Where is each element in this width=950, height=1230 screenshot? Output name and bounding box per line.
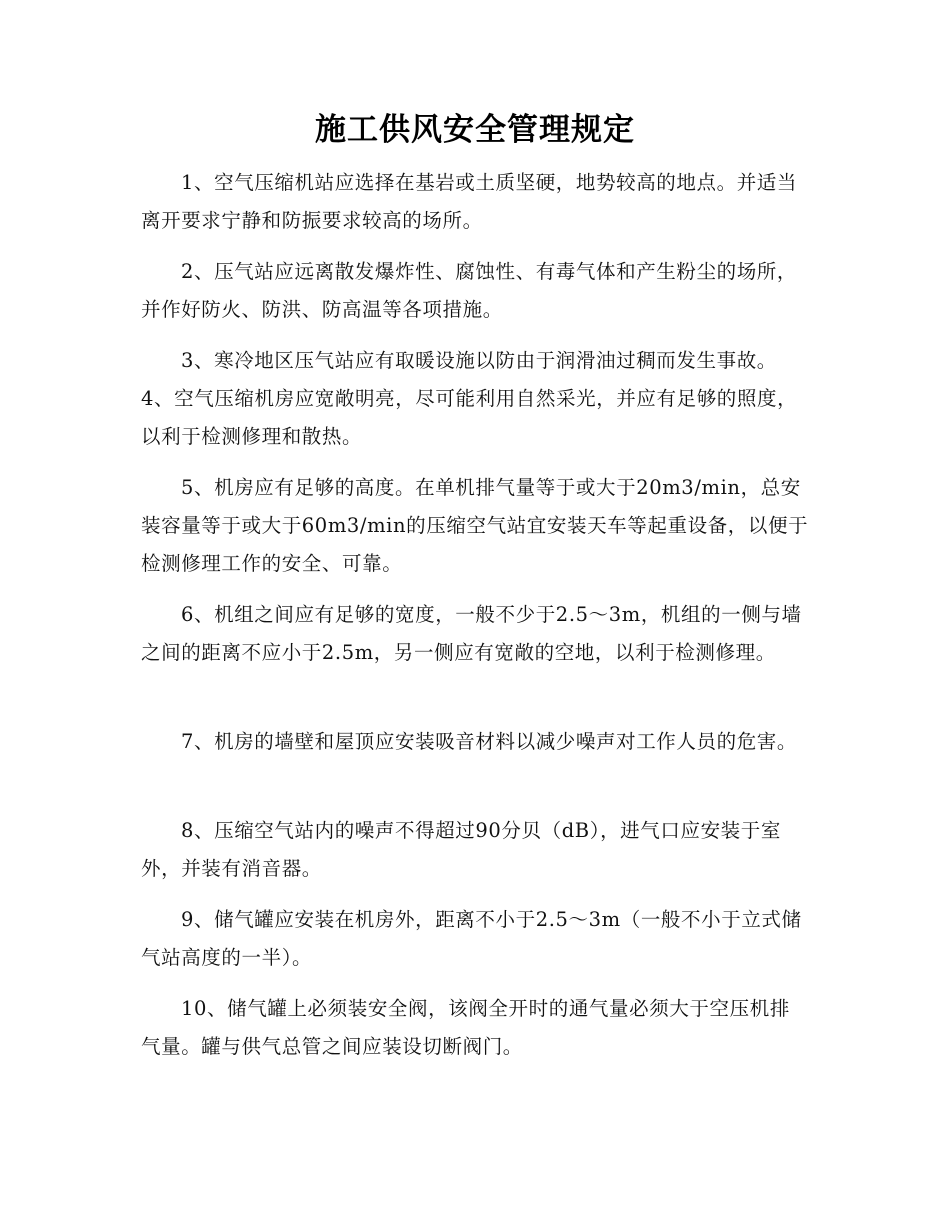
paragraph-10: 10、储气罐上必须装安全阀，该阀全开时的通气量必须大于空压机排气量。罐与供气总管之间应装设切断阀门。 [141, 997, 790, 1058]
paragraph-2: 2、压气站应远离散发爆炸性、腐蚀性、有毒气体和产生粉尘的场所，并作好防火、防洪、防高温等各项措施。 [141, 260, 798, 321]
paragraph-7: 7、机房的墙壁和屋顶应安装吸音材料以减少噪声对工作人员的危害。 [181, 730, 798, 753]
paragraph-8: 8、压缩空气站内的噪声不得超过90分贝（dB），进气口应安装于室外，并装有消音器。 [141, 819, 781, 880]
document-title: 施工供风安全管理规定 [315, 112, 635, 148]
paragraph-3: 3、寒冷地区压气站应有取暖设施以防由于润滑油过稠而发生事故。4、空气压缩机房应宽敞明亮，尽可能利用自然采光，并应有足够的照度，以利于检测修理和散热。 [141, 349, 798, 448]
paragraph-1: 1、空气压缩机站应选择在基岩或土质坚硬，地势较高的地点。并适当离开要求宁静和防振要求较高的场所。 [141, 171, 798, 232]
paragraph-6: 6、机组之间应有足够的宽度，一般不少于2.5～3m，机组的一侧与墙之间的距离不应小于2.5m，另一侧应有宽敞的空地，以利于检测修理。 [141, 603, 802, 664]
paragraph-9: 9、储气罐应安装在机房外，距离不小于2.5～3m（一般不小于立式储气站高度的一半）。 [141, 908, 802, 969]
paragraph-5: 5、机房应有足够的高度。在单机排气量等于或大于20m3/min，总安装容量等于或大于60m3/min的压缩空气站宜安装天车等起重设备，以便于检测修理工作的安全、可靠。 [141, 476, 809, 575]
